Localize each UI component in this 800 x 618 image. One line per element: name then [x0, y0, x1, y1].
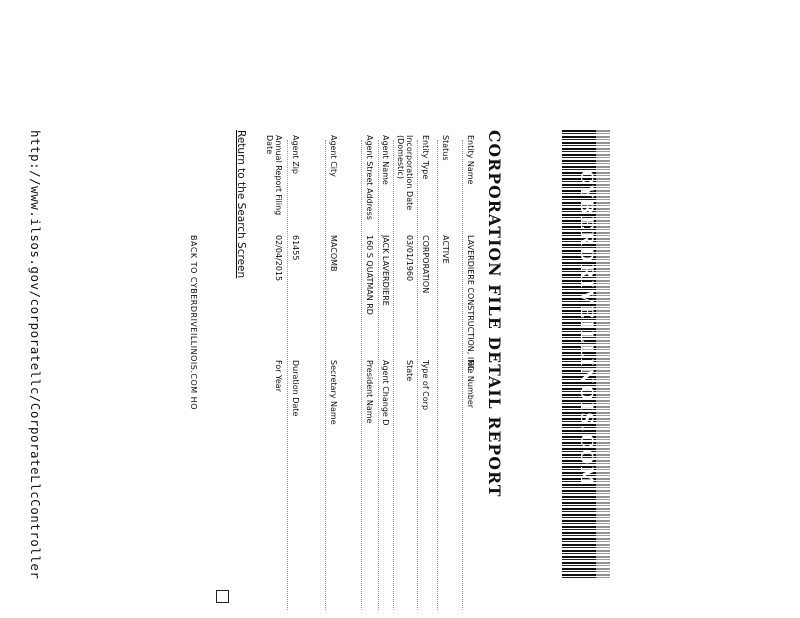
agent-name-label: Agent Name	[381, 135, 390, 185]
row-divider	[287, 140, 288, 610]
agent-zip-label: Agent Zip	[291, 135, 300, 175]
agent-street-address-value: 160 S QUATMAN RD	[365, 235, 374, 315]
agent-change-date-label: Agent Change D	[381, 360, 390, 426]
duration-date-label: Duration Date	[291, 360, 300, 417]
back-to-home-link[interactable]: BACK TO CYBERDRIVEILLINOIS.COM HO	[189, 235, 198, 410]
agent-zip-value: 61455	[291, 235, 300, 261]
row-divider	[325, 140, 326, 610]
entity-type-value: CORPORATION	[421, 235, 430, 294]
checkbox[interactable]	[216, 590, 229, 603]
entity-name-label: Entity Name	[466, 135, 475, 185]
banner-fade	[596, 130, 610, 578]
row-divider	[378, 140, 379, 610]
header-banner	[562, 130, 610, 578]
status-value: ACTIVE	[441, 235, 450, 264]
for-year-label: For Year	[274, 360, 283, 392]
row-divider	[417, 140, 418, 610]
entity-name-value: LAVERDIERE CONSTRUCTION, INC.	[466, 235, 475, 374]
banner-text: CYBERDRIVEILLINOIS.COM	[576, 170, 596, 487]
type-of-corp-label: Type of Corp	[421, 360, 430, 411]
row-divider	[393, 140, 394, 610]
file-number-label: File Number	[466, 360, 475, 409]
row-divider	[361, 140, 362, 610]
secretary-name-label: Secretary Name	[329, 360, 338, 425]
incorporation-date-label: Incorporation Date (Domestic)	[396, 135, 414, 211]
return-to-search-link[interactable]: Return to the Search Screen	[235, 130, 247, 279]
entity-type-label: Entity Type	[421, 135, 430, 180]
agent-city-value: MACOMB	[329, 235, 338, 272]
agent-name-value: JACK LAVERDIERE	[381, 235, 390, 306]
agent-city-label: Agent City	[329, 135, 338, 177]
president-name-label: President Name	[365, 360, 374, 424]
state-label: State	[405, 360, 414, 382]
row-divider	[462, 140, 463, 610]
agent-street-address-label: Agent Street Address	[365, 135, 374, 220]
footer-url: http://www.ilsos.gov/corporatellc/CorporateLlcController	[28, 130, 43, 580]
status-label: Status	[441, 135, 450, 161]
report-title: CORPORATION FILE DETAIL REPORT	[485, 130, 504, 498]
annual-report-filing-date-label: Annual Report Filing Date	[265, 135, 283, 216]
annual-report-filing-date-value: 02/04/2015	[274, 235, 283, 282]
incorporation-date-value: 03/01/1960	[405, 235, 414, 282]
row-divider	[437, 140, 438, 610]
